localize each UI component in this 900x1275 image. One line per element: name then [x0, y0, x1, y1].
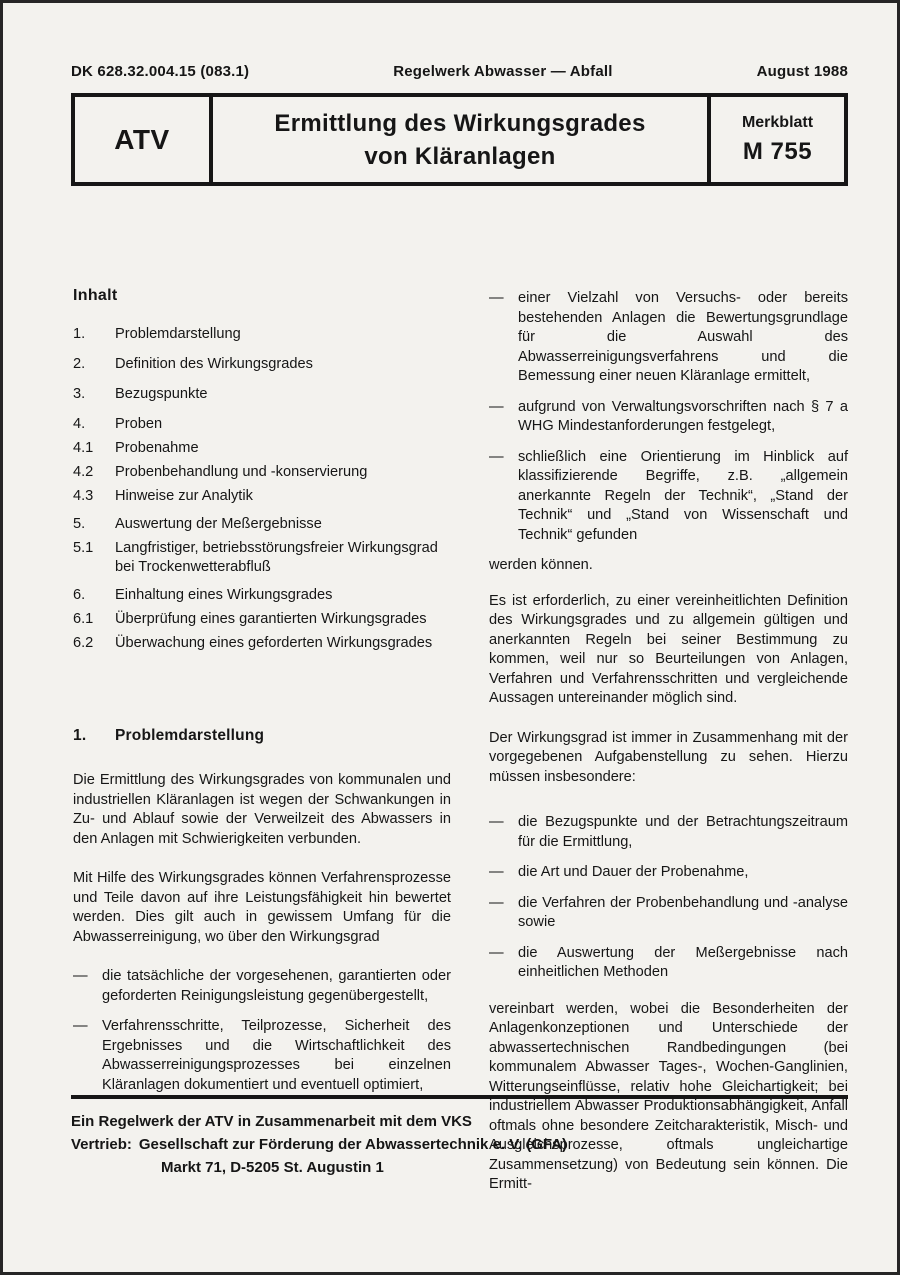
toc-item: 4.2 Probenbehandlung und -konservierung: [73, 464, 368, 480]
page-footer: [71, 1095, 848, 1179]
section-1-dash-list: [73, 967, 451, 1095]
toc-item: 1. Problemdarstellung: [73, 326, 241, 342]
dash-bullet: —: [73, 968, 88, 984]
dash-bullet: —: [489, 944, 504, 961]
document-title-line1: Ermittlung des Wirkungsgrades: [274, 109, 646, 137]
footer-line-3: Markt 71, D-5205 St. Augustin 1: [161, 1159, 384, 1176]
right-top-dash-list: [489, 289, 848, 545]
dash-bullet: —: [489, 814, 504, 830]
section-1-paragraph: Mit Hilfe des Wirkungsgrades können Verfahrensprozesse und Teile davon auf ihre Leistungsfähigkeit hin bewertet werden. Dies gilt auch in gewissem Umfang für die Abwasserreinigung, wo über den Wirkungsgrad: [73, 870, 451, 945]
dash-list-item: — einer Vielzahl von Versuchs- oder bereits bestehenden Anlagen die Bewertungsgrundlage für die Auswahl des Abwasserreinigungsverfahrens und die Bemessung einer neuen Kläranlage ermittelt,: [489, 289, 848, 387]
footer-line-1: Ein Regelwerk der ATV in Zusammenarbeit mit dem VKS: [71, 1113, 472, 1130]
footer-vertrieb-label: Vertrieb:: [71, 1136, 132, 1153]
toc-item: 2. Definition des Wirkungsgrades: [73, 356, 313, 372]
continuation-line: werden können.: [489, 557, 593, 573]
dash-list-item: — die Bezugspunkte und der Betrachtungszeitraum für die Ermittlung,: [489, 813, 848, 852]
dash-bullet: —: [489, 864, 504, 880]
dk-number: DK 628.32.004.15 (083.1): [71, 63, 250, 80]
section-1-heading: [73, 727, 451, 745]
toc-item: 6.2 Überwachung eines geforderten Wirkungsgrades: [73, 635, 433, 651]
dash-list-item: — aufgrund von Verwaltungsvorschriften nach § 7 a WHG Mindestanforderungen festgelegt,: [489, 398, 848, 437]
section-1-number: 1.: [73, 727, 87, 744]
dash-list-item: — Verfahrensschritte, Teilprozesse, Sicherheit des Ergebnisses und die Wirtschaftlichkeit des Abwasserreinigungsprozesses bei einzelnen Kläranlagen dokumentiert und eventuell optimiert,: [73, 1017, 451, 1095]
toc-item: 4.3 Hinweise zur Analytik: [73, 488, 253, 504]
dash-bullet: —: [489, 290, 504, 306]
dash-list-item: — die tatsächliche der vorgesehenen, garantierten oder geforderten Reinigungsleistung gegenübergestellt,: [73, 967, 451, 1006]
document-title: [213, 97, 707, 182]
header-series-title: Regelwerk Abwasser — Abfall: [393, 63, 613, 80]
dash-bullet: —: [489, 448, 504, 465]
section-1-paragraph: Die Ermittlung des Wirkungsgrades von kommunalen und industriellen Kläranlagen ist wegen der Schwankungen in Zu- und Ablauf sowie der Verweilzeit des Abwassers in den Anlagen mit Schwierigkeiten verbunden.: [73, 772, 451, 847]
doc-number-cell: [707, 97, 844, 182]
title-box: [71, 93, 848, 186]
right-mid-dash-list: [489, 813, 848, 983]
dash-bullet: —: [489, 398, 504, 415]
dash-bullet: —: [489, 894, 504, 911]
header-date: August 1988: [756, 63, 848, 80]
document-title-line2: von Kläranlagen: [364, 142, 556, 170]
dash-list-item: — die Verfahren der Probenbehandlung und -analyse sowie: [489, 894, 848, 933]
toc-item: 6.1 Überprüfung eines garantierten Wirkungsgrades: [73, 611, 427, 627]
toc-item: 5. Auswertung der Meßergebnisse: [73, 516, 322, 532]
dash-list-item: — die Art und Dauer der Probenahme,: [489, 863, 848, 883]
toc-item: 3. Bezugspunkte: [73, 386, 208, 402]
right-paragraph: vereinbart werden, wobei die Besonderheiten der Anlagenkonzeptionen und Unterschiede der abwassertechnischen Randbedingungen (bei kommunalem Abwasser Tages-, Wochen-Ganglinien, Witterungseinflüsse, relativ hohe Gleichartigkeit; bei industriellem Abwasser Produktionsabhängigkeit, Anfall oftmals ohne besondere Zeitcharakteristik, Misch- und Ausgleichsprozesse, oftmals ungleichartige Zusammensetzung) von Bedeutung sein können. Die Ermitt-: [489, 1000, 848, 1192]
doc-type: Merkblatt: [741, 113, 814, 131]
right-paragraph: Der Wirkungsgrad ist immer in Zusammenhang mit der vorgegebenen Aufgabenstellung zu sehen. Hierzu müssen insbesondere:: [489, 729, 848, 785]
toc-heading: Inhalt: [73, 287, 118, 304]
section-1-title: Problemdarstellung: [115, 727, 265, 744]
dash-list-item: — schließlich eine Orientierung im Hinblick auf klassifizierende Begriffe, z.B. „allgemein anerkannte Regeln der Technik“, „Stand der Technik“ und „Stand von Wissenschaft und Technik“ gefunden: [489, 448, 848, 546]
toc-item: 4. Proben: [73, 416, 163, 432]
org-logo-cell: [75, 97, 213, 182]
footer-line-2: [71, 1133, 848, 1156]
left-column: [73, 287, 451, 1106]
dash-bullet: —: [73, 1018, 88, 1034]
toc-item: 5.1 Langfristiger, betriebsstörungsfreier Wirkungsgrad bei Trockenwetterabfluß: [73, 540, 438, 575]
toc-item: 6. Einhaltung eines Wirkungsgrades: [73, 587, 333, 603]
dash-list-item: — die Auswertung der Meßergebnisse nach einheitlichen Methoden: [489, 944, 848, 983]
doc-number: M 755: [742, 137, 813, 165]
footer-vertrieb-text: Gesellschaft zur Förderung der Abwassertechnik e. V. (GFA): [138, 1136, 568, 1153]
page-header: [71, 63, 848, 80]
right-paragraph: Es ist erforderlich, zu einer vereinheitlichten Definition des Wirkungsgrades und zu allgemein gültigen und anerkannten Regeln bei seiner Bestimmung zu kommen, weil nur so Beurteilungen von Anlagen, Verfahren und Verfahrensschritten und vergleichende Aussagen untereinander möglich sind.: [489, 592, 848, 706]
right-column: [489, 287, 848, 1215]
toc-item: 4.1 Probenahme: [73, 440, 199, 456]
org-name: ATV: [114, 123, 170, 155]
